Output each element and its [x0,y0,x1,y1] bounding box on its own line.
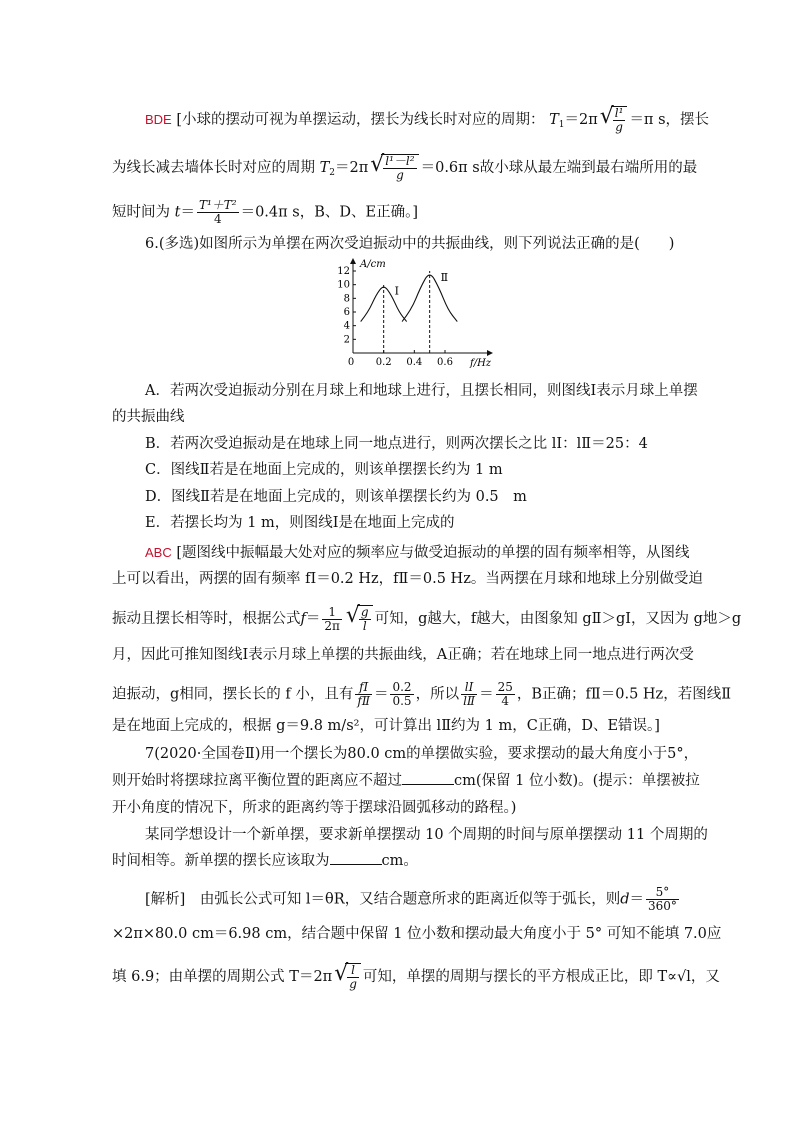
q6-stem: 6.(多选)如图所示为单摆在两次受迫振动中的共振曲线，则下列说法正确的是( ) [145,236,675,252]
y-tick-label: 12 [337,266,350,277]
curve-label-2: Ⅱ [440,271,449,284]
q6-option-d: D．图线Ⅱ若是在地面上完成的，则该单摆摆长约为 0.5 m [145,489,527,505]
x-tick-label: 0.4 [406,357,423,368]
q6-option-e: E．若摆长均为 1 m，则图线Ⅰ是在地面上完成的 [145,515,455,531]
q7-line-5: 时间相等。新单摆的摆长应该取为 cm。 [112,853,418,869]
q6-answer-line-3: 振动且摆长相等时，根据公式f＝ $\frac{1}{2\pi}$ √ $\frac{g}{l}$ 可知，g越大，f越大，由图象知 gⅡ＞gⅠ，又因为 g地＞g [112,605,741,633]
answer-blank-1[interactable] [402,772,454,785]
resonance-chart [330,255,500,375]
x-tick-label: 0.2 [375,357,392,368]
curve-label-1: Ⅰ [394,284,400,298]
q6-answer-line-2: 上可以看出，两摆的固有频率 fⅠ＝0.2 Hz，fⅡ＝0.5 Hz。当两摆在月球和地球上分别做受迫 [112,571,703,587]
q6-answer-line-1: ABC [题图线中振幅最大处对应的频率应与做受迫振动的单摆的固有频率相等，从图线 [145,545,690,561]
q6-option-b: B．若两次受迫振动是在地球上同一地点进行，则两次摆长之比 lⅠ：lⅡ＝25：4 [145,436,648,452]
prev-answer-line-1: BDE [小球的摆动可视为单摆运动，摆长为线长时对应的周期： $T_1=2\pi$ √ $\frac{\text{l¹}}{g}$ ＝π s，摆长 [145,106,709,134]
q6-option-a: A．若两次受迫振动分别在月球上和地球上进行，且摆长相同，则图线Ⅰ表示月球上单摆 [145,383,698,399]
q6-answer-line-6: 是在地面上完成的，根据 g＝9.8 m/s²，可计算出 lⅡ约为 1 m，C正确，D、E错误。] [112,718,660,734]
q6-option-c: C．图线Ⅱ若是在地面上完成的，则该单摆摆长约为 1 m [145,462,503,478]
sqrt-expression: √ $\frac{\text{l¹}}{g}$ [600,106,628,134]
fraction: $\frac{\text{lⅠ}}{\text{lⅡ}}$ [463,680,476,708]
y-tick-label: 2 [343,334,350,346]
fraction: $\frac{5^\circ}{360^\circ}$ [648,885,677,913]
q7-line-1: 7(2020·全国卷Ⅱ)用一个摆长为80.0 cm的单摆做实验，要求摆动的最大角度小于5°， [145,746,699,762]
fraction: $\frac{\text{fⅠ}}{\text{fⅡ}}$ [357,680,370,708]
q6-answer-line-5: 迫振动，g相同，摆长长的 f 小，且有 $\frac{\text{fⅠ}}{\text{fⅡ}}$ ＝ $\frac{0.2}{0.5}$ ，所以 $\frac{\text{lⅠ}}{\text{lⅡ}}$ ＝ $\frac{25}{4}$ ，B正确；fⅡ＝0.5 Hz，若图线Ⅱ [112,680,732,708]
answer-blank-2[interactable] [330,852,382,865]
y-tick-label: 4 [343,320,350,332]
fraction: $\frac{0.2}{0.5}$ [392,680,412,708]
q7-line-3: 开小角度的情况下，所求的距离约等于摆球沿圆弧移动的路程。) [112,800,517,816]
sqrt-expression: √ $\frac{l}{g}$ [334,963,361,991]
fraction: $\frac{25}{4}$ [497,680,513,708]
prev-answer-line-2: 为线长减去墙体长时对应的周期 $T_2=2\pi$ √ $\frac{\text{l¹－l²}}{g}$ ＝0.6π s故小球从最左端到最右端所用的最 [112,154,697,182]
y-tick-label: 10 [337,279,350,291]
fraction: $\frac{1}{2\pi}$ [324,604,340,633]
q7-solution-line-3: 填 6.9；由单摆的周期公式 T＝2π √ $\frac{l}{g}$ 可知，单摆的周期与摆长的平方根成正比，即 T∝√l，又 [112,963,720,991]
sqrt-expression: √ $\frac{\text{l¹－l²}}{g}$ [370,154,418,182]
q6-answer-line-4: 月，因此可推知图线Ⅰ表示月球上单摆的共振曲线，A正确；若在地球上同一地点进行两次受 [112,647,694,663]
prev-answer-line-3: 短时间为 t＝ $\frac{\text{T¹＋T²}}{4}$ ＝0.4π s，B、D、E正确。] [112,198,418,226]
q6-option-a-cont: 的共振曲线 [112,409,185,425]
q7-line-4: 某同学想设计一个新单摆，要求新单摆摆动 10 个周期的时间与原单摆摆动 11 个周期的 [145,827,708,843]
x-tick-label: 0.6 [437,357,453,368]
answer-label: BDE [145,112,172,127]
x-axis-label: f/Hz [470,358,492,369]
answer-label: ABC [145,545,172,560]
sqrt-expression: √ $\frac{g}{l}$ [346,605,373,633]
q7-solution-line-1: [解析] 由弧长公式可知 l＝θR，又结合题意所求的距离近似等于弧长，则d＝ $\frac{5^\circ}{360^\circ}$ [145,885,677,913]
fraction: $\frac{\text{T¹＋T²}}{4}$ [198,198,237,226]
y-tick-label: 6 [343,307,350,318]
x-tick-label: 0 [347,357,355,368]
q7-solution-line-2: ×2π×80.0 cm＝6.98 cm，结合题中保留 1 位小数和摆动最大角度小于 5° 可知不能填 7.0应 [112,926,722,942]
q7-line-2: 则开始时将摆球拉离平衡位置的距离应不超过 cm(保留 1 位小数)。(提示：单摆被拉 [112,773,700,789]
y-axis-label: A/cm [360,259,386,270]
y-tick-label: 8 [343,293,350,305]
